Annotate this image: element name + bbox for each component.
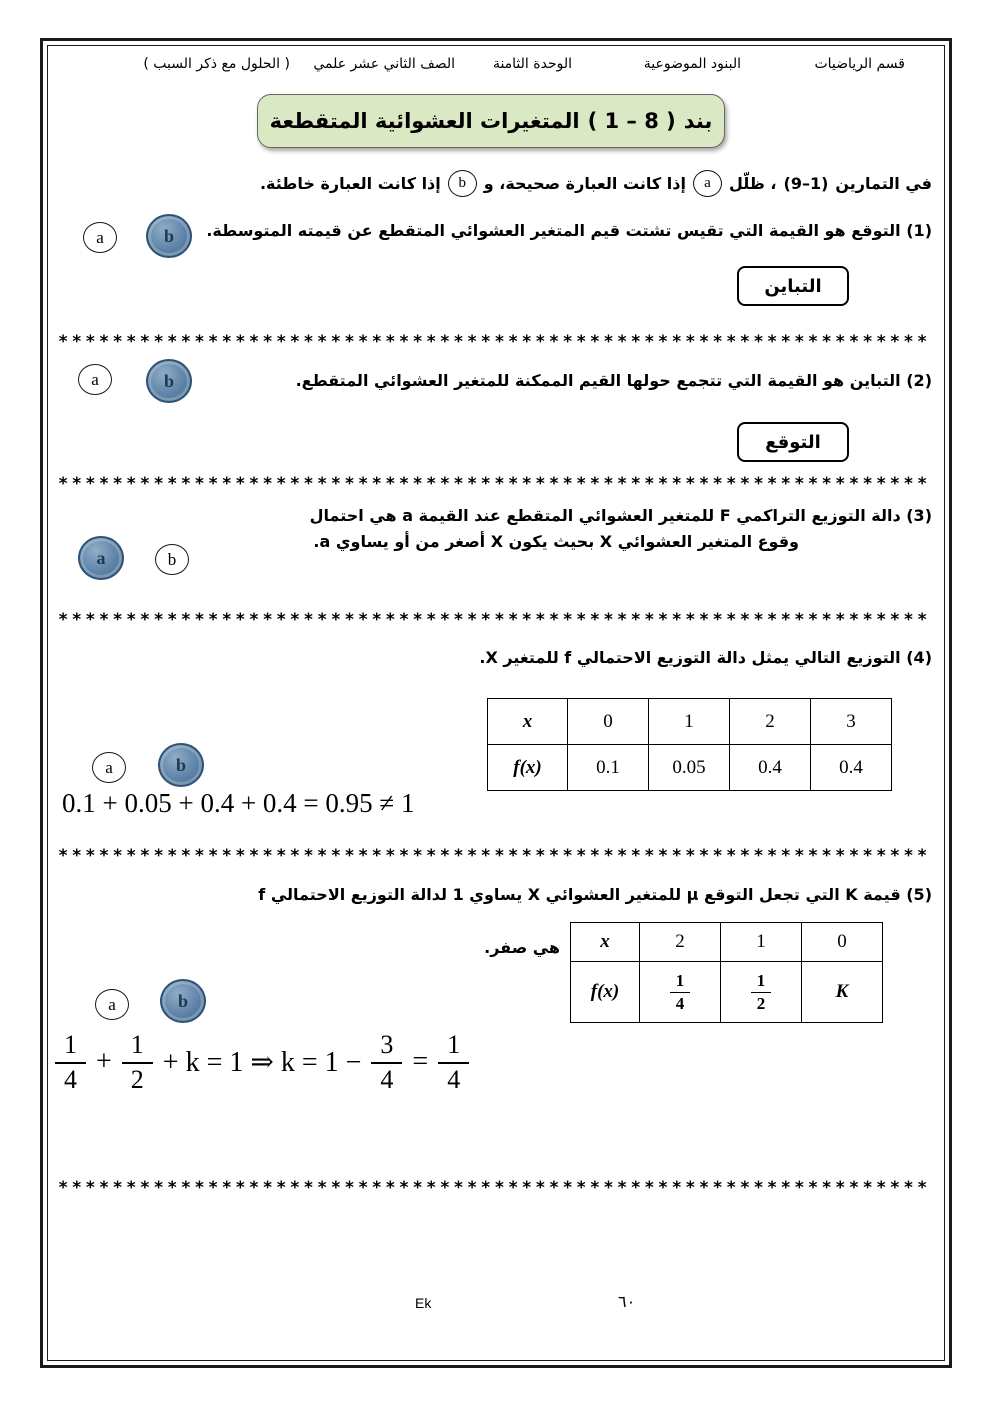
fraction: $\frac{1}{2}$ (122, 1030, 153, 1095)
q4-table-header-row (488, 699, 892, 745)
question-2-text: (2) التباين هو القيمة التي تتجمع حولها القيم الممكنة للمتغير العشوائي المتقطع. (295, 371, 932, 390)
separator: **************************************************************** (58, 610, 931, 630)
footer-initials: Ek (415, 1295, 432, 1311)
q1-choice-b-selected[interactable]: b (146, 214, 192, 258)
table-cell (640, 962, 721, 1023)
header-department: قسم الرياضيات (814, 56, 905, 72)
table-cell: 0 (802, 923, 883, 962)
fraction: $\frac{1}{4}$ (670, 971, 691, 1013)
table-cell: 3 (811, 699, 892, 745)
footer-page-number: ٦٠ (618, 1292, 636, 1311)
header-grade: الصف الثاني عشر علمي (313, 56, 455, 72)
header-topics: البنود الموضوعية (643, 56, 741, 72)
separator: **************************************************************** (58, 332, 931, 352)
separator: **************************************************************** (58, 1178, 931, 1198)
section-title-post: المتغيرات العشوائية المتقطعة (269, 109, 580, 133)
table-cell: 1 (649, 699, 730, 745)
fraction: $\frac{3}{4}$ (371, 1030, 402, 1095)
q3-choice-b[interactable]: b (155, 544, 189, 575)
q5-choice-b-selected[interactable]: b (160, 979, 206, 1023)
section-title-pre: بند (683, 109, 713, 133)
q2-choice-b-selected[interactable]: b (146, 359, 192, 403)
q4-table (487, 698, 892, 791)
q5-note: هي صفر. (484, 938, 560, 957)
fraction: $\frac{1}{2}$ (751, 971, 772, 1013)
question-3-line-2: وقوع المتغير العشوائي X بحيث يكون X أصغر من أو يساوي a. (313, 531, 799, 551)
q4-choice-a[interactable]: a (92, 752, 126, 783)
q5-table-header-row (571, 923, 883, 962)
header-unit: الوحدة الثامنة (492, 56, 572, 72)
table-cell: f(x) (488, 745, 568, 791)
separator: **************************************************************** (58, 846, 931, 866)
q1-choice-a[interactable]: a (83, 222, 117, 253)
instructions (260, 170, 932, 197)
q1-answer-box: التباين (737, 266, 849, 306)
q4-solution: 0.1 + 0.05 + 0.4 + 0.4 = 0.95 ≠ 1 (62, 788, 415, 818)
question-3-line-1: (3) دالة التوزيع التراكمي F للمتغير العشوائي المتقطع عند القيمة a هي احتمال (309, 506, 932, 525)
instruction-text-1: في التمارين (835, 174, 932, 193)
table-cell: 0.4 (811, 745, 892, 791)
table-cell: x (488, 699, 568, 745)
instruction-choice-b: b (448, 170, 477, 197)
table-cell: 2 (730, 699, 811, 745)
instruction-range: (9–1) (783, 174, 829, 193)
equation-middle: + k = 1 ⇒ k = 1 − (162, 1047, 362, 1079)
fraction: $\frac{1}{4}$ (438, 1030, 469, 1095)
q5-solution (55, 1030, 469, 1095)
instruction-choice-a: a (693, 170, 722, 197)
table-cell: 2 (640, 923, 721, 962)
operator: + (96, 1046, 112, 1078)
header-note: ( الحلول مع ذكر السبب ) (143, 56, 290, 72)
table-cell: x (571, 923, 640, 962)
q4-table-value-row (488, 745, 892, 791)
q3-choice-a-selected[interactable]: a (78, 536, 124, 580)
question-4-text: (4) التوزيع التالي يمثل دالة التوزيع الاحتمالي f للمتغير X. (479, 648, 932, 667)
q5-table (570, 922, 883, 1023)
question-5-text: (5) قيمة K التي تجعل التوقع μ للمتغير العشوائي X يساوي 1 لدالة التوزيع الاحتمالي f (258, 885, 932, 904)
table-cell (721, 962, 802, 1023)
q4-choice-b-selected[interactable]: b (158, 743, 204, 787)
table-cell: 1 (721, 923, 802, 962)
table-cell: 0 (568, 699, 649, 745)
instruction-text-2: ، ظلّل (728, 174, 777, 193)
question-1-text: (1) التوقع هو القيمة التي تقيس تشتت قيم المتغير العشوائي المتقطع عن قيمته المتوسطة. (206, 221, 932, 240)
table-cell: 0.05 (649, 745, 730, 791)
equals-sign: = (412, 1046, 429, 1078)
instruction-text-3: إذا كانت العبارة صحيحة، و (483, 174, 686, 193)
section-title-number: ( 1 – 8 ) (587, 109, 676, 133)
q5-table-value-row (571, 962, 883, 1023)
table-cell: 0.1 (568, 745, 649, 791)
instruction-text-4: إذا كانت العبارة خاطئة. (259, 174, 441, 193)
table-cell: 0.4 (730, 745, 811, 791)
separator: **************************************************************** (58, 474, 931, 494)
q5-choice-a[interactable]: a (95, 989, 129, 1020)
fraction: $\frac{1}{4}$ (55, 1030, 86, 1095)
question-3-text (310, 503, 932, 554)
q2-choice-a[interactable]: a (78, 364, 112, 395)
q2-answer-box: التوقع (737, 422, 849, 462)
section-title-box (257, 94, 725, 148)
table-cell: f(x) (571, 962, 640, 1023)
table-cell: K (802, 962, 883, 1023)
